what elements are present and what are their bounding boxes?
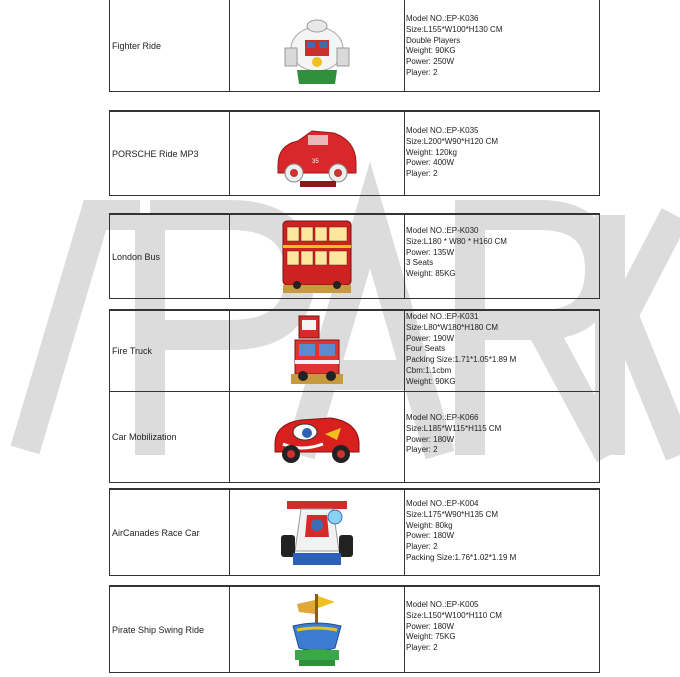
spec-seats: 3 Seats — [406, 258, 434, 268]
product-name: Car Mobilization — [110, 392, 230, 482]
product-specs — [405, 0, 599, 91]
product-row — [109, 488, 600, 576]
spec-power: Power: 180W — [406, 434, 455, 444]
product-name: Fire Truck — [110, 311, 230, 391]
product-row — [109, 585, 600, 673]
spec-packing: Packing Size:1.71*1.05*1.89 M — [406, 355, 517, 365]
product-row — [109, 392, 600, 483]
spec-size: Size:L80*W180*H180 CM — [406, 322, 499, 332]
spec-weight: Weight: 90KG — [406, 376, 456, 386]
spec-model: Model NO.:EP-K066 — [406, 413, 479, 422]
product-specs — [405, 587, 599, 672]
spec-power: Power: 135W — [406, 247, 455, 257]
product-specs — [405, 490, 599, 575]
product-specs — [405, 311, 599, 391]
product-image — [230, 490, 405, 575]
spec-player: Player: 2 — [406, 445, 438, 455]
product-image — [230, 392, 405, 482]
spec-power: Power: 400W — [406, 158, 455, 168]
spec-size: Size:L150*W100*H110 CM — [406, 610, 502, 620]
product-name: Pirate Ship Swing Ride — [110, 587, 230, 672]
product-image — [230, 215, 405, 298]
fighter-ride-icon — [277, 4, 357, 88]
product-specs — [405, 112, 599, 195]
product-image — [230, 587, 405, 672]
spec-weight: Weight: 85KG — [406, 269, 456, 279]
product-name: London Bus — [110, 215, 230, 298]
svg-text:35: 35 — [312, 158, 319, 165]
product-row — [109, 309, 600, 392]
spec-player: Player: 2 — [406, 67, 438, 77]
product-image — [230, 0, 405, 91]
spec-packing: Packing Size:1.76*1.02*1.19 M — [406, 552, 517, 562]
product-specs — [405, 392, 599, 482]
product-image — [230, 112, 405, 195]
london-bus-icon — [277, 217, 357, 297]
race-car-icon — [277, 495, 357, 571]
pirate-ship-icon — [287, 590, 347, 670]
product-name: Fighter Ride — [110, 0, 230, 91]
spec-model: Model NO.:EP-K005 — [406, 600, 479, 609]
product-row — [109, 0, 600, 92]
spec-weight: Weight: 90KG — [406, 46, 456, 56]
spec-size: Size:L200*W90*H120 CM — [406, 136, 499, 146]
spec-player: Player: 2 — [406, 542, 438, 552]
spec-line: Double Players — [406, 35, 461, 45]
spec-model: Model NO.:EP-K030 — [406, 226, 479, 235]
spec-power: Power: 250W — [406, 57, 455, 67]
spec-model: Model NO.:EP-K036 — [406, 14, 479, 23]
product-specs — [405, 215, 599, 298]
spec-model: Model NO.:EP-K031 — [406, 312, 479, 321]
spec-seats: Four Seats — [406, 344, 446, 354]
spec-weight: Weight: 80kg — [406, 520, 453, 530]
spec-model: Model NO.:EP-K035 — [406, 126, 479, 135]
product-image — [230, 311, 405, 391]
product-name: PORSCHE Ride MP3 — [110, 112, 230, 195]
spec-size: Size:L175*W90*H135 CM — [406, 509, 499, 519]
spec-weight: Weight: 120kg — [406, 147, 457, 157]
product-row — [109, 213, 600, 299]
spec-size: Size:L185*W115*H115 CM — [406, 423, 502, 433]
product-name: AirCanades Race Car — [110, 490, 230, 575]
spec-model: Model NO.:EP-K004 — [406, 499, 479, 508]
fire-truck-icon — [287, 312, 347, 390]
spec-player: Player: 2 — [406, 169, 438, 179]
spec-size: Size:L155*W100*H130 CM — [406, 24, 503, 34]
spec-power: Power: 190W — [406, 333, 455, 343]
car-mobilization-icon — [271, 406, 363, 468]
spec-weight: Weight: 75KG — [406, 632, 456, 642]
product-row — [109, 110, 600, 196]
spec-player: Player: 2 — [406, 643, 438, 653]
spec-power: Power: 180W — [406, 621, 455, 631]
porsche-ride-icon — [272, 119, 362, 189]
spec-power: Power: 180W — [406, 531, 455, 541]
spec-cbm: Cbm:1.1cbm — [406, 365, 452, 375]
spec-size: Size:L180 * W80 * H160 CM — [406, 236, 507, 246]
